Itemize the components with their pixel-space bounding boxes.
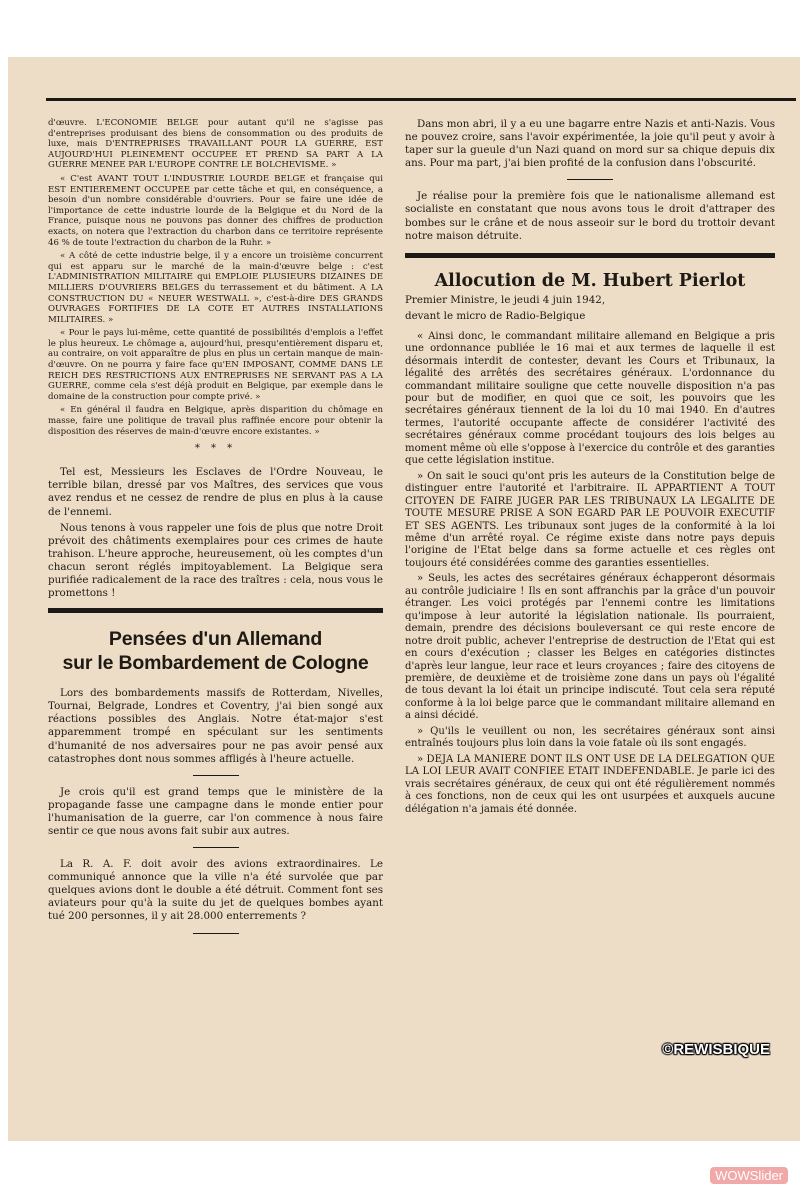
speech-paragraph-4: » Qu'ils le veuillent ou non, les secrétaires généraux sont ainsi entraînés toujours plus loin dans la voie fatale où ils sont engagés. (405, 725, 775, 750)
intro-paragraph-1: d'œuvre. L'ECONOMIE BELGE pour autant qu'il ne s'agisse pas d'entreprises produisant des biens de consommation ou des produits de luxe, mais D'ENTREPRISES TRAVAILLANT POUR LA GUERRE, EST AUJOURD'HUI PLEINEMENT OCCUPEE ET PREND SA PART A LA GUERRE MENEE PAR L'EUROPE CONTRE LE BOLCHEVISME. » (48, 118, 383, 171)
intro-paragraph-4: « Pour le pays lui-même, cette quantité de possibilités d'emplois a l'effet le plus heureux. Le chômage a, aujourd'hui, presqu'entièrement disparu et, au contraire, on voit apparaître de plus en plus un certain manque de main-d'œuvre. On ne pourra y faire face qu'EN IMPOSANT, COMME DANS LE REICH DES RESTRICTIONS AUX ENTREPRISES NE SERVANT PAS A LA GUERRE, comme cela s'est déjà produit en Belgique, par exemple dans le domaine de la construction pour compte privé. » (48, 328, 383, 402)
speech-paragraph-5: » DEJA LA MANIERE DONT ILS ONT USE DE LA DELEGATION QUE LA LOI LEUR AVAIT CONFIEE ETAIT INDEFENDABLE. Je parle ici des vrais secrétaires généraux, de ceux qui ont été régulièrement nommés à ces fonctions, non de ceux qui les ont usurpées et auxquels aucune délégation n'a jamais été donnée. (405, 753, 775, 815)
right-paragraph-2: Je réalise pour la première fois que le nationalisme allemand est socialiste en constatant que nous avons tous le droit d'attraper des bombes sur le crâne et de nous asseoir sur le bord du trottoir devant notre maison détruite. (405, 190, 775, 242)
stars-separator: * * * (194, 443, 237, 455)
speech-paragraph-1: « Ainsi donc, le commandant militaire allemand en Belgique a pris une ordonnance publiée le 16 mai et aux termes de laquelle il est désormais interdit de contester, devant les Cours et Tribunaux, la légalité des arrêtés des secrétaires généraux. L'ordonnance du commandant militaire souligne que cette nouvelle disposition n'a pas pour but de modifier, en quoi que ce soit, les pouvoirs que les secrétaires généraux tiennent de la loi du 10 mai 1940. En d'autres termes, l'autorité occupante affecte de considérer l'activité des secrétaires généraux comme procédant toujours des lois belges au moment même où elle s'oppose à l'exercice du contrôle et des garanties que cette législation institue. (405, 330, 775, 467)
speech-paragraph-2: » On sait le souci qu'ont pris les auteurs de la Constitution belge de distinguer entre l'autorité et l'arbitraire. IL APPARTIENT A TOUT CITOYEN DE FAIRE JUGER PAR LES TRIBUNAUX LA LEGALITE DE TOUTE MESURE PRISE A SON EGARD PAR LE POUVOIR EXECUTIF ET SES AGENTS. Les tribunaux sont juges de la conformité à la loi même d'un arrêté royal. Ce régime existe dans notre pays depuis l'origine de l'Etat belge dans sa forme actuelle et ces règles ont toujours été considérées comme des garanties essentielles. (405, 470, 775, 569)
allocution-title: Allocution de M. Hubert Pierlot (434, 270, 746, 291)
article-paragraph-2: Je crois qu'il est grand temps que le ministère de la propagande fasse une campagne dans le monde entier pour l'humanisation de la guerre, car l'on commence à nous faire sentir ce que nous avons fait subir aux autres. (48, 785, 383, 837)
section-rule (48, 608, 383, 613)
allocution-subtitle-2: devant le micro de Radio-Belgique (405, 309, 586, 322)
conclusion-block (48, 466, 383, 600)
intro-quote-block (48, 118, 383, 437)
right-paragraph-1: Dans mon abri, il y a eu une bagarre entre Nazis et anti-Nazis. Vous ne pouvez croire, sans l'avoir expérimentée, la joie qu'il peut y avoir à taper sur la gueule d'un Nazi quand on mord sur sa chique depuis dix ans. Pour ma part, j'ai bien profité de la confusion dans l'obscurité. (405, 118, 775, 170)
article-body (48, 687, 383, 933)
short-divider (193, 933, 239, 934)
wowslider-badge[interactable]: WOWSlider (710, 1167, 788, 1184)
article-headline (48, 627, 383, 675)
top-rule (46, 98, 796, 101)
intro-paragraph-5: « En général il faudra en Belgique, après disparition du chômage en masse, faire une politique de travail plus raffinée encore pour obtenir la disposition des réserves de main-d'œuvre encore existantes. » (48, 405, 383, 437)
short-divider (193, 847, 239, 848)
copyright-watermark: ©REWISBIQUE (662, 1041, 770, 1058)
article-paragraph-3: La R. A. F. doit avoir des avions extraordinaires. Le communiqué annonce que la ville n'a été survolée que par quelques avions dont le double a été détruit. Comment font ses aviateurs pour qu'à la suite du jet de quelques bombes ayant tué 200 personnes, il y ait 28.000 enterrements ? (48, 858, 383, 923)
headline-line-2: sur le Bombardement de Cologne (62, 652, 369, 675)
cologne-continuation (405, 118, 775, 243)
short-divider (567, 179, 613, 180)
intro-paragraph-3: « A côté de cette industrie belge, il y a encore un troisième concurrent qui est apparu sur le marché de la main-d'œuvre belge : c'est L'ADMINISTRATION MILITAIRE qui EMPLOIE PLUSIEURS DIZAINES DE MILLIERS D'OUVRIERS BELGES du terrassement et du bâtiment. A LA CONSTRUCTION DU « NEUER WESTWALL », c'est-à-dire DES GRANDS OUVRAGES FORTIFIES DE LA COTE ET AUTRES INSTALLATIONS MILITAIRES. » (48, 251, 383, 325)
article-paragraph-1: Lors des bombardements massifs de Rotterdam, Nivelles, Tournai, Belgrade, Londres et Coventry, j'ai bien songé aux réactions possibles des Anglais. Notre état-major s'est apparemment trompé en spéculant sur les sentiments d'humanité de nos adversaires pour ne pas avoir pensé aux catastrophes dont nous sommes affligés à l'heure actuelle. (48, 687, 383, 765)
allocution-subtitle-1: Premier Ministre, le jeudi 4 juin 1942, (405, 293, 606, 306)
short-divider (193, 775, 239, 776)
conclusion-paragraph-1: Tel est, Messieurs les Esclaves de l'Ordre Nouveau, le terrible bilan, dressé par vos Maîtres, des services que vous avez rendus et ne cessez de rendre de plus en plus à la cause de l'ennemi. (48, 466, 383, 518)
left-column (48, 118, 383, 944)
speech-paragraph-3: » Seuls, les actes des secrétaires généraux échapperont désormais au contrôle judiciaire ! Ils en sont affranchis par la grâce d'un pouvoir étranger. Les voici protégés par l'ennemi contre les limitations qu'impose à leur autorité la législation nationale. Ils pourraient, demain, prendre des décisions bouleversant ce qui reste encore de notre droit public, achever l'entreprise de destruction de l'Etat qui est en cours d'exécution ; classer les Belges en catégories distinctes d'après leur langue, leur race et leurs croyances ; faire des citoyens de première, de deuxième et de troisième zone dans un pays où l'égalité de tous devant la loi était un principe indiscuté. Tout cela sera réputé conforme à la loi belge parce que le commandant militaire allemand en a ainsi décidé. (405, 573, 775, 722)
headline-line-1: Pensées d'un Allemand (108, 628, 323, 651)
newspaper-page (8, 57, 800, 1141)
section-rule (405, 253, 775, 258)
conclusion-paragraph-2: Nous tenons à vous rappeler une fois de plus que notre Droit prévoit des châtiments exemplaires pour ces crimes de haute trahison. L'heure approche, heureusement, où les comptes d'un chacun seront réglés impitoyablement. La Belgique sera purifiée radicalement de la race des traîtres : cela, nous vous le promettons ! (48, 521, 383, 600)
speech-body (405, 331, 775, 816)
right-column (405, 118, 775, 819)
intro-paragraph-2: « C'est AVANT TOUT L'INDUSTRIE LOURDE BELGE et française qui EST ENTIEREMENT OCCUPEE par cette tâche et qui, en conséquence, a besoin d'un nombre considérable d'ouvriers. Pour se faire une idée de l'importance de cette industrie lourde de la Belgique et du Nord de la France, puisque nous ne pouvons pas donner des chiffres de production exacts, on notera que l'extraction du charbon dans ce territoire représente 46 % de toute l'extraction du charbon de la Ruhr. » (48, 173, 383, 248)
